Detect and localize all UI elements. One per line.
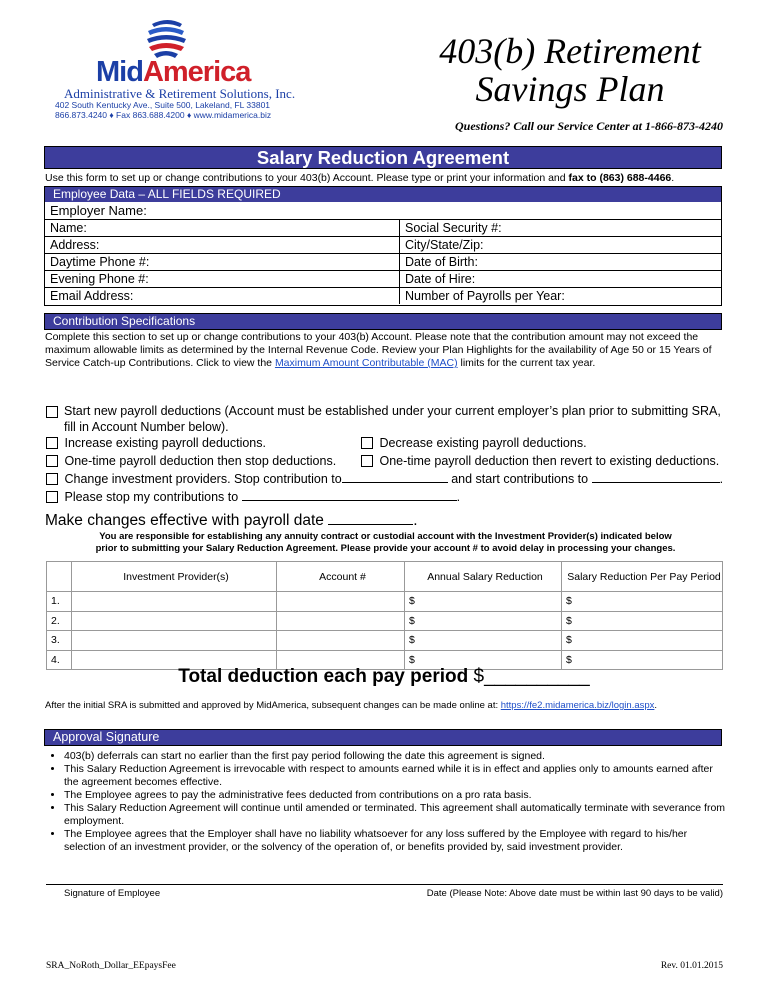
table-header-blank [47, 562, 72, 592]
option-start-new [46, 403, 726, 435]
date-of-hire-field[interactable]: Date of Hire: [400, 271, 721, 288]
row-number: 2. [47, 611, 72, 631]
start-new-checkbox[interactable] [46, 406, 58, 418]
onetime-stop-checkbox[interactable] [46, 455, 58, 467]
service-center-line: Questions? Call our Service Center at 1-866-873-4240 [454, 119, 723, 133]
online-text-end: . [654, 700, 658, 711]
term-item: • The Employee agrees that the Employer shall have no liability whatsoever for any loss suffered by the Employee with regard to his/her selection of an investment provider, or the solvency of the operation of, or benefits provided by, said investment provider. [64, 828, 726, 854]
per-period-cell[interactable]: $ [562, 592, 723, 612]
employee-fields-grid [45, 220, 721, 304]
provider-cell[interactable] [72, 611, 277, 631]
table-row [47, 631, 723, 651]
brand-address-1: 402 South Kentucky Ave., Suite 500, Lakeland, FL 33801 [55, 100, 271, 110]
ssn-field[interactable]: Social Security #: [400, 220, 721, 237]
option-increase [46, 435, 266, 451]
evening-phone-field[interactable]: Evening Phone #: [45, 271, 399, 288]
term-item: • This Salary Reduction Agreement will continue until amended or terminated. This agreement shall automatically terminate with severance from employment. [64, 802, 726, 828]
form-title-line1: 403(b) Retirement [439, 31, 701, 71]
brand-sub: Administrative & Retirement Solutions, Inc. [64, 86, 296, 101]
email-field[interactable]: Email Address: [50, 289, 134, 303]
change-providers-checkbox[interactable] [46, 473, 58, 485]
city-state-zip-field[interactable]: City/State/Zip: [400, 237, 721, 254]
effective-date-line[interactable] [328, 511, 413, 525]
stop-contrib-label: Please stop my contributions to [64, 490, 239, 504]
stop-contrib-checkbox[interactable] [46, 491, 58, 503]
employee-data-section [44, 186, 722, 306]
address-field[interactable]: Address: [45, 237, 399, 254]
row-number: 1. [47, 592, 72, 612]
name-field[interactable]: Name: [45, 220, 399, 237]
employer-name-field[interactable]: Employer Name: [45, 202, 721, 220]
footer-revision: Rev. 01.01.2015 [660, 961, 723, 971]
annual-cell[interactable]: $ [405, 650, 562, 670]
effective-period: . [413, 512, 418, 529]
online-login-link[interactable]: https://fe2.midamerica.biz/login.aspx [500, 700, 655, 711]
decrease-checkbox[interactable] [361, 437, 373, 449]
increase-checkbox[interactable] [46, 437, 58, 449]
mac-link[interactable]: Maximum Amount Contributable (MAC) [274, 357, 458, 369]
intro-suffix: . [671, 172, 675, 184]
right-field-column [400, 220, 721, 304]
provider-notice: You are responsible for establishing any annuity contract or custodial account with the Investment Provider(s) indicated below prior to submitting your Salary Reduction Agreement. Please provide your account # to avoid delay in processing your changes. [95, 531, 676, 554]
decrease-label: Decrease existing payroll deductions. [379, 436, 587, 450]
employee-data-header: Employee Data – ALL FIELDS REQUIRED [45, 187, 721, 202]
row-number: 3. [47, 631, 72, 651]
onetime-stop-label: One-time payroll deduction then stop deductions. [64, 454, 337, 468]
onetime-revert-checkbox[interactable] [361, 455, 373, 467]
form-title-line2: Savings Plan [475, 69, 665, 109]
brand-name [96, 56, 250, 89]
provider-cell[interactable] [72, 631, 277, 651]
per-period-cell[interactable]: $ [562, 650, 723, 670]
intro-text [45, 172, 725, 184]
annual-cell[interactable]: $ [405, 631, 562, 651]
term-item: • This Salary Reduction Agreement is irrevocable with respect to amounts earned while it is in effect and applies only to amounts earned after the agreement becomes effective. [64, 763, 726, 789]
approval-terms [64, 750, 726, 854]
table-header-annual: Annual Salary Reduction [405, 562, 562, 592]
increase-label: Increase existing payroll deductions. [64, 436, 266, 450]
date-label: Date (Please Note: Above date must be within last 90 days to be valid) [426, 888, 723, 899]
option-onetime-stop [46, 453, 336, 469]
intro-prefix: Use this form to set up or change contributions to your 403(b) Account. Please type or print your information and [45, 172, 569, 184]
online-text-body: After the initial SRA is submitted and approved by MidAmerica, subsequent changes can be made online at: [45, 700, 501, 711]
total-blank[interactable]: $__________ [473, 666, 590, 687]
start-new-label: Start new payroll deductions (Account must be established under your current employer’s plan prior to submitting SRA, fill in Account Number below). [64, 404, 721, 434]
option-decrease [361, 435, 587, 451]
date-of-birth-field[interactable]: Date of Birth: [400, 254, 721, 271]
total-label: Total deduction each pay period [178, 666, 469, 687]
footer-form-id: SRA_NoRoth_Dollar_EEpaysFee [46, 961, 176, 971]
form-title [405, 32, 735, 108]
globe-icon [144, 18, 188, 60]
term-item: • The Employee agrees to pay the administrative fees deducted from contributions on a pro rata basis. [64, 789, 726, 802]
per-period-cell[interactable]: $ [562, 611, 723, 631]
account-cell[interactable] [277, 631, 405, 651]
form-banner: Salary Reduction Agreement [44, 146, 722, 169]
stop-provider-line[interactable] [342, 471, 448, 483]
change-providers-label-a: Change investment providers. Stop contribution to [64, 472, 342, 486]
change-providers-period: . [719, 472, 724, 486]
table-row [47, 592, 723, 612]
logo [46, 18, 296, 123]
signature-line[interactable] [46, 884, 723, 885]
change-providers-label-b: and start contributions to [451, 472, 589, 486]
start-provider-line[interactable] [592, 471, 720, 483]
term-item: • 403(b) deferrals can start no earlier than the first pay period following the date this agreement is signed. [64, 750, 726, 763]
contribution-text [45, 331, 725, 370]
investment-table [46, 561, 723, 670]
per-period-cell[interactable]: $ [562, 631, 723, 651]
brand-america: America [142, 56, 251, 88]
contribution-header: Contribution Specifications [44, 313, 722, 330]
contribution-text-end: limits for the current tax year. [457, 357, 596, 369]
effective-label: Make changes effective with payroll date [45, 512, 324, 529]
approval-header: Approval Signature [44, 729, 722, 746]
intro-fax: fax to (863) 688-4466 [568, 172, 672, 184]
total-deduction [0, 666, 768, 688]
left-field-column [45, 220, 400, 304]
option-change-providers [46, 471, 723, 487]
table-header-per-period: Salary Reduction Per Pay Period [562, 562, 723, 592]
account-cell[interactable] [277, 592, 405, 612]
table-header-row [47, 562, 723, 592]
account-cell[interactable] [277, 611, 405, 631]
table-header-provider: Investment Provider(s) [72, 562, 277, 592]
online-text [45, 700, 657, 711]
stop-contrib-period: . [456, 490, 461, 504]
provider-cell[interactable] [72, 592, 277, 612]
annual-cell[interactable]: $ [405, 611, 562, 631]
contribution-text-body: Complete this section to set up or change contributions to your 403(b) Account. Please note that the contribution amount may not exceed the maximum allowable limits as determined by the Internal Revenue Code. Review your Plan Highlights for the availability of Age 50 or 15 Years of Service Catch-up Contributions. Click to view the [45, 331, 712, 369]
stop-contrib-line[interactable] [242, 489, 457, 501]
effective-date [45, 511, 418, 530]
annual-cell[interactable]: $ [405, 592, 562, 612]
row-number: 4. [47, 650, 72, 670]
brand-mid: Mid [96, 56, 143, 88]
daytime-phone-field[interactable]: Daytime Phone #: [45, 254, 399, 271]
brand-address-2: 866.873.4240 ♦ Fax 863.688.4200 ♦ www.midamerica.biz [55, 110, 272, 120]
table-row [47, 611, 723, 631]
signature-label: Signature of Employee [64, 888, 161, 899]
onetime-revert-label: One-time payroll deduction then revert to existing deductions. [379, 454, 720, 468]
payrolls-per-year-field[interactable]: Number of Payrolls per Year: [405, 289, 565, 303]
option-onetime-revert [361, 453, 719, 469]
table-header-account: Account # [277, 562, 405, 592]
option-stop-contrib [46, 489, 460, 505]
